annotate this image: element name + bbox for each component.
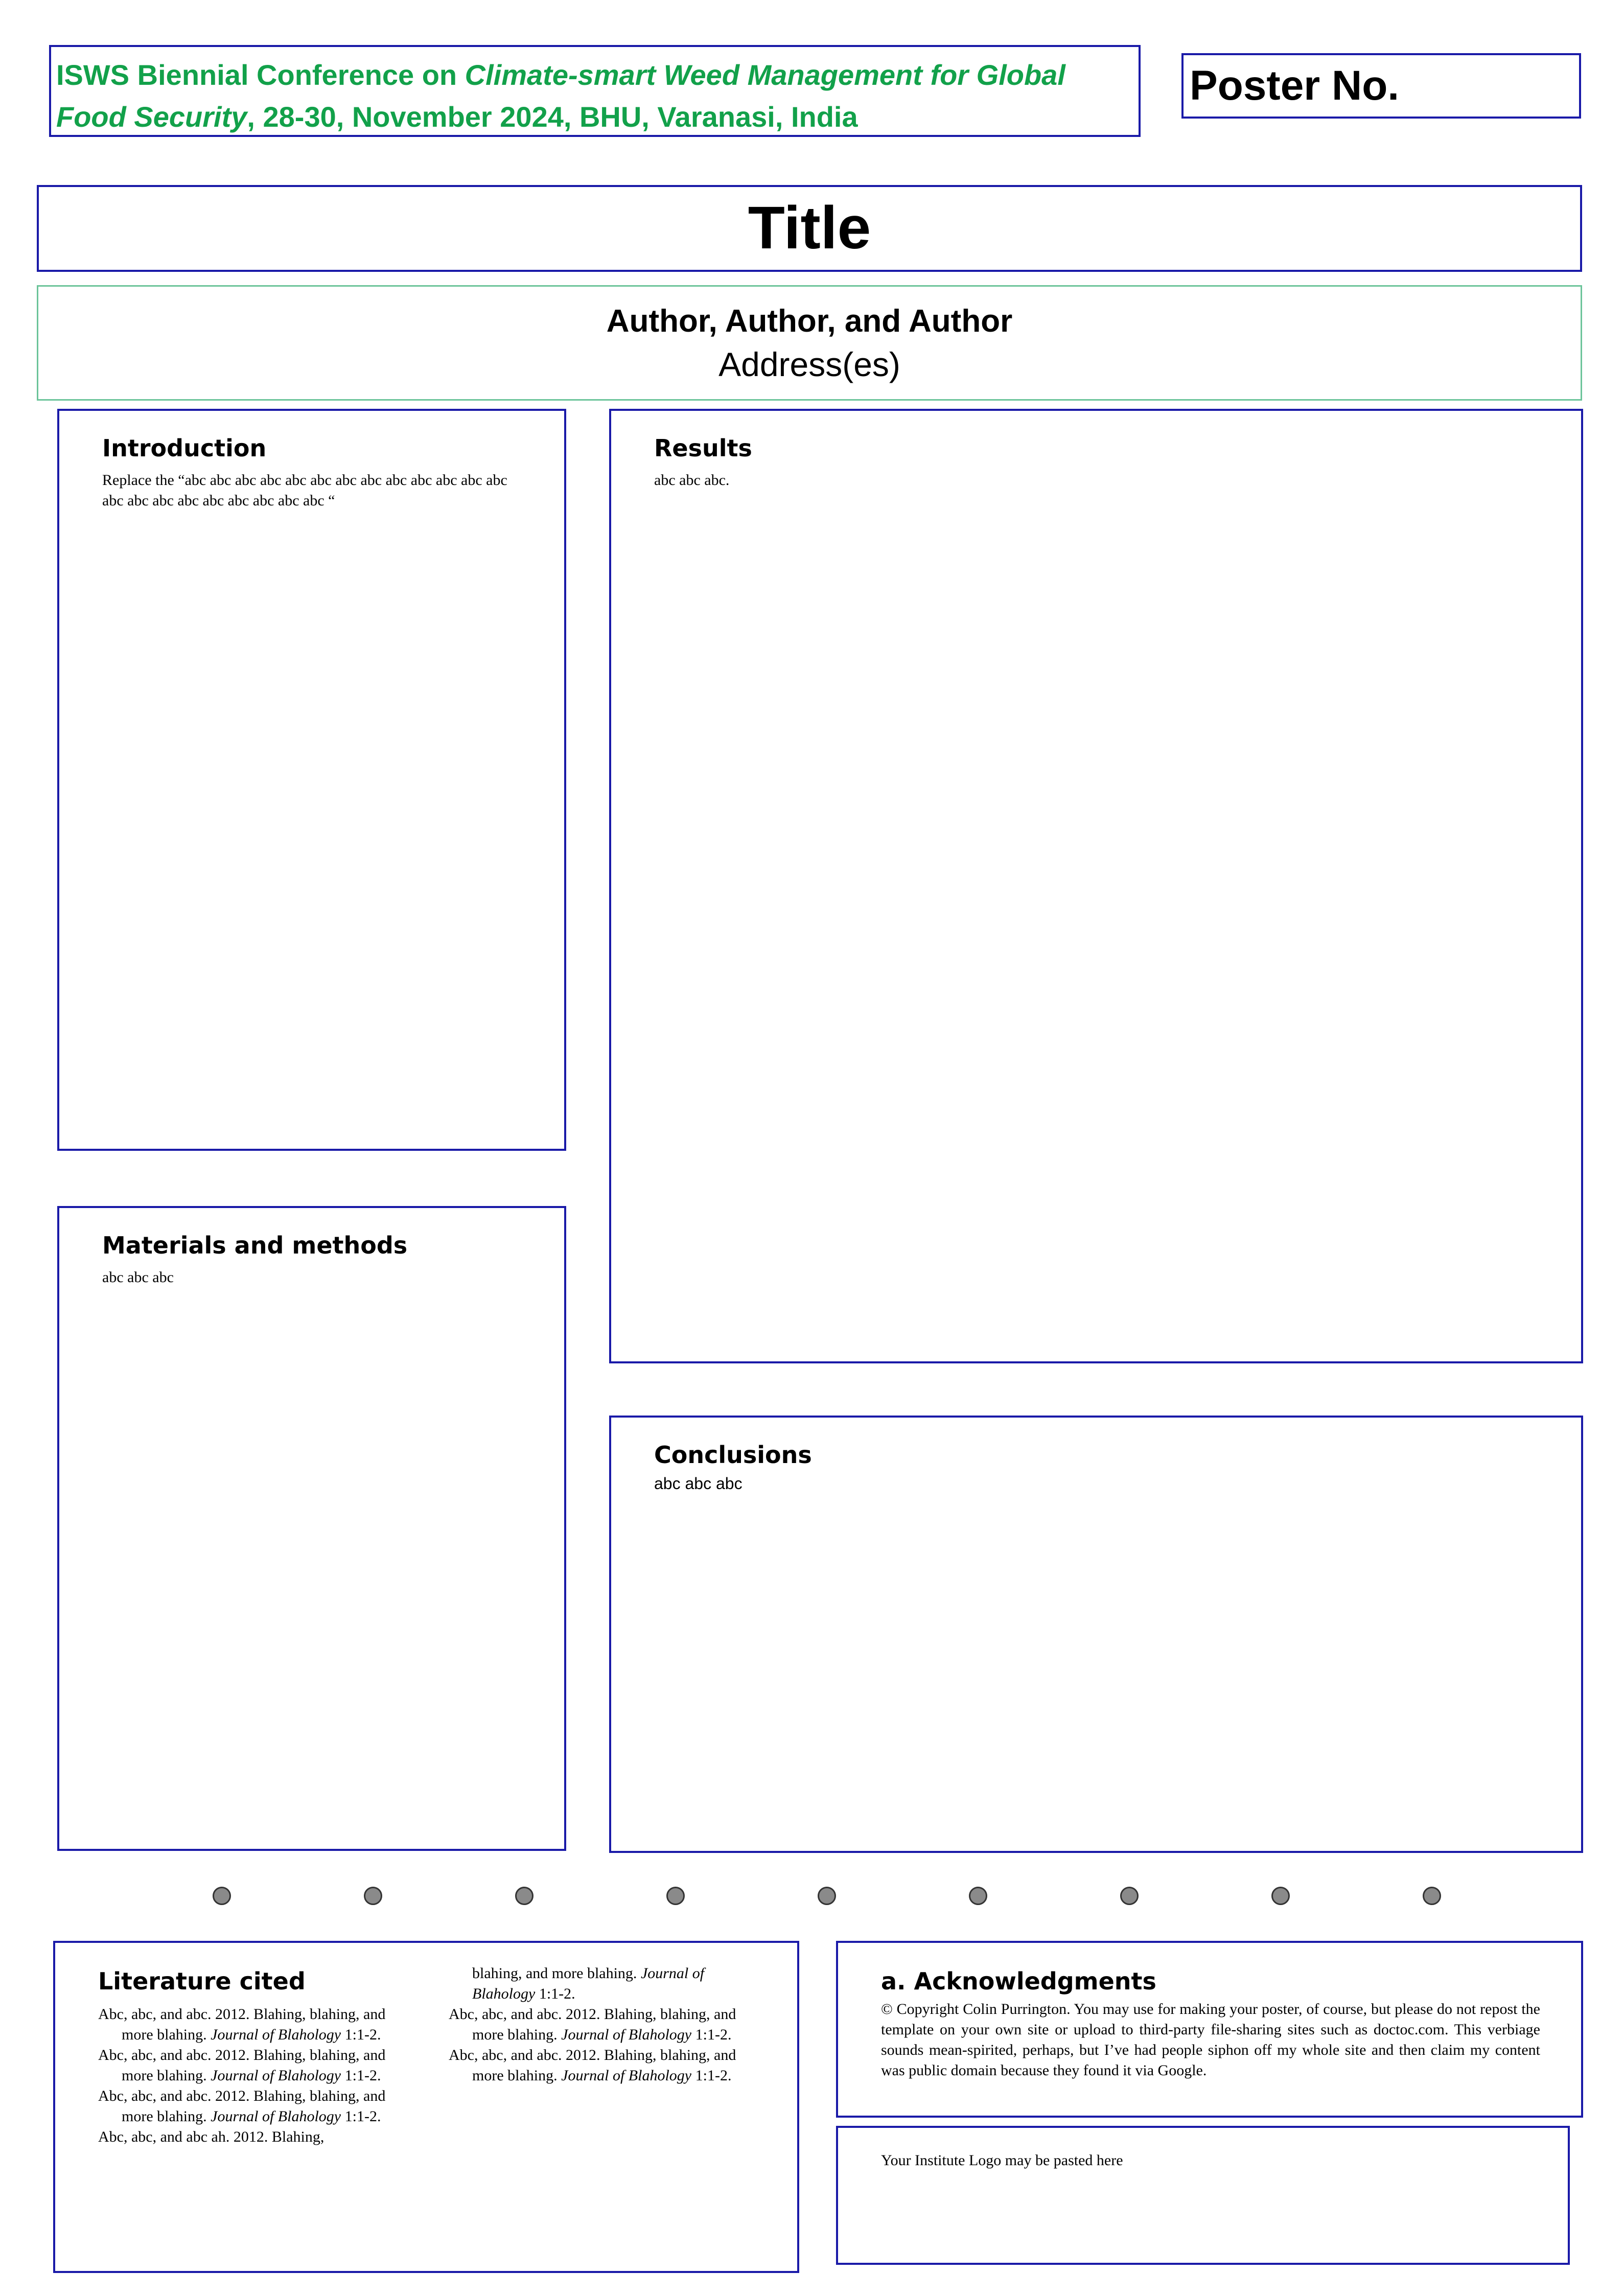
title-box[interactable] (37, 185, 1582, 272)
literature-heading: Literature cited (98, 1967, 306, 1995)
reference-item: Abc, abc, and abc. 2012. Blahing, blahing, and more blahing. Journal of Blahology 1:1-2. (98, 2047, 386, 2084)
divider-dot (1120, 1887, 1139, 1905)
conference-theme-line1: Climate-smart Weed Management for Global (465, 59, 1065, 91)
author-address: Address(es) (718, 345, 900, 383)
literature-column-2 (449, 1963, 761, 2086)
conference-suffix: , 28-30, November 2024, BHU, Varanasi, India (247, 101, 858, 133)
reference-item-continued: blahing, and more blahing. Journal of Blahology 1:1-2. (472, 1965, 705, 2002)
conference-theme-line2: Food Security (56, 101, 247, 133)
divider-dot (818, 1887, 836, 1905)
reference-item: Abc, abc, and abc ah. 2012. Blahing, (98, 2128, 324, 2145)
conference-banner (49, 45, 1141, 137)
divider-dot (515, 1887, 533, 1905)
acknowledgments-text: © Copyright Colin Purrington. You may use for making your poster, of course, but please do not repost the template on your own site or upload to third-party file-sharing sites such as doctoc.com. This verbiage sounds mean-spirited, perhaps, but I’ve had people siphon off my whole site and then claim my content was public domain because they found it via Google. (881, 2001, 1540, 2079)
acknowledgments-panel[interactable] (836, 1941, 1583, 2118)
results-heading: Results (654, 434, 752, 462)
institute-logo-placeholder[interactable] (836, 2126, 1570, 2265)
divider-dot (364, 1887, 382, 1905)
introduction-heading: Introduction (102, 434, 267, 462)
introduction-panel[interactable] (57, 409, 566, 1151)
poster-number-label: Poster No. (1190, 62, 1400, 109)
divider-dot (213, 1887, 231, 1905)
conclusions-text: abc abc abc (654, 1474, 743, 1493)
acknowledgments-heading: a. Acknowledgments (881, 1967, 1156, 1995)
results-text: abc abc abc. (654, 472, 730, 489)
divider-dot (666, 1887, 685, 1905)
reference-item: Abc, abc, and abc. 2012. Blahing, blahing, and more blahing. Journal of Blahology 1:1-2. (98, 2006, 386, 2043)
materials-methods-text: abc abc abc (102, 1269, 174, 1286)
conclusions-heading: Conclusions (654, 1441, 812, 1469)
introduction-text: Replace the “abc abc abc abc abc abc abc abc abc abc abc abc abc abc abc abc abc abc abc abc abc abc “ (102, 472, 507, 509)
divider-dot (1271, 1887, 1290, 1905)
logo-note: Your Institute Logo may be pasted here (881, 2152, 1123, 2169)
reference-item: Abc, abc, and abc. 2012. Blahing, blahing, and more blahing. Journal of Blahology 1:1-2. (449, 2006, 736, 2043)
author-names: Author, Author, and Author (606, 304, 1013, 339)
literature-panel[interactable] (53, 1941, 799, 2273)
results-panel[interactable] (609, 409, 1583, 1363)
reference-item: Abc, abc, and abc. 2012. Blahing, blahing, and more blahing. Journal of Blahology 1:1-2. (98, 2088, 386, 2125)
divider-dot (1423, 1887, 1441, 1905)
divider-dot (969, 1887, 987, 1905)
author-box[interactable] (37, 285, 1582, 401)
conference-prefix: ISWS Biennial Conference on (56, 59, 465, 91)
poster-number-box[interactable] (1181, 53, 1581, 119)
materials-methods-panel[interactable] (57, 1206, 566, 1851)
conclusions-panel[interactable] (609, 1416, 1583, 1853)
poster-title: Title (748, 194, 871, 262)
materials-methods-heading: Materials and methods (102, 1232, 408, 1259)
reference-item: Abc, abc, and abc. 2012. Blahing, blahing, and more blahing. Journal of Blahology 1:1-2. (449, 2047, 736, 2084)
conference-text (56, 54, 1133, 138)
literature-column-1 (98, 2004, 411, 2147)
